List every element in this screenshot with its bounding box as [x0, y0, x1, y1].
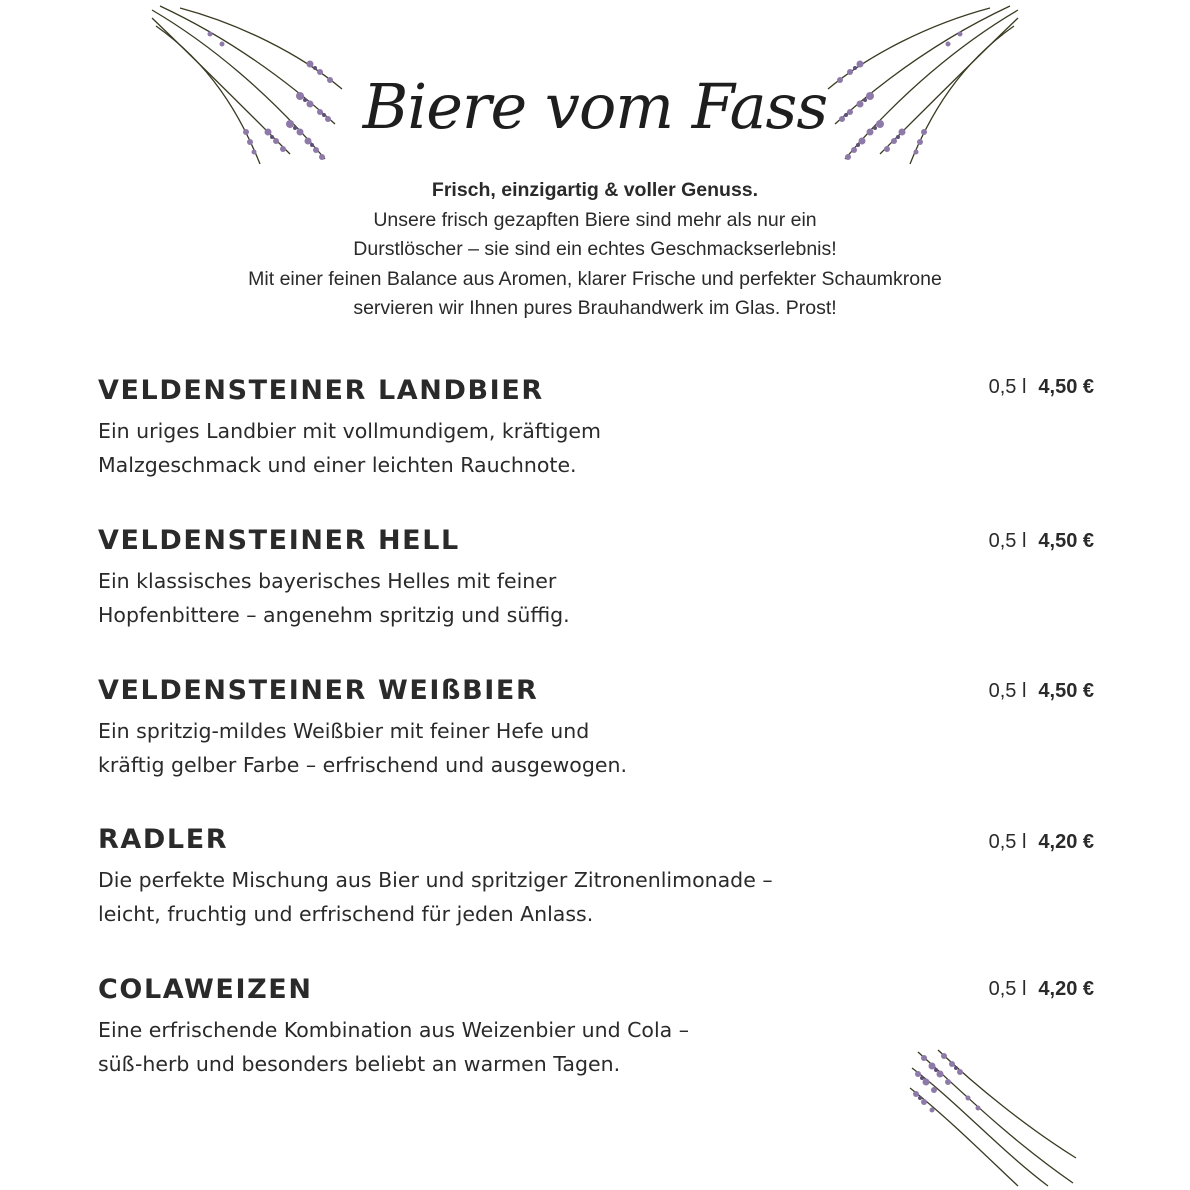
item-amount: 4,50 € [1038, 680, 1094, 702]
item-description-line: Malzgeschmack und einer leichten Rauchnote. [98, 453, 577, 477]
item-description-line: Ein klassisches bayerisches Helles mit feiner [98, 569, 557, 593]
item-amount: 4,20 € [1038, 831, 1094, 853]
item-name: COLAWEIZEN [98, 974, 313, 1005]
item-volume: 0,5 l [988, 831, 1027, 853]
intro-text [130, 176, 1060, 324]
intro-line: Durstlöscher – sie sind ein echtes Geschmackserlebnis! [353, 238, 837, 260]
item-description-line: süß-herb und besonders beliebt an warmen Tagen. [98, 1052, 621, 1076]
item-volume: 0,5 l [988, 376, 1027, 398]
item-description-line: Die perfekte Mischung aus Bier und spritziger Zitronenlimonade – [98, 868, 773, 892]
item-description-line: Ein spritzig-mildes Weißbier mit feiner Hefe und [98, 719, 590, 743]
item-description-line: Ein uriges Landbier mit vollmundigem, kräftigem [98, 419, 601, 443]
menu-item-landbier [98, 374, 1098, 482]
item-price [989, 831, 1094, 854]
item-price [989, 376, 1094, 399]
item-description-line: kräftig gelber Farbe – erfrischend und ausgewogen. [98, 753, 627, 777]
item-description [98, 863, 858, 931]
intro-line: servieren wir Ihnen pures Brauhandwerk im Glas. Prost! [353, 297, 837, 319]
item-name: VELDENSTEINER HELL [98, 525, 460, 556]
page-title: Biere vom Fass [362, 70, 828, 143]
menu-item-hell [98, 524, 1098, 632]
item-amount: 4,20 € [1038, 978, 1094, 1000]
menu-item-radler [98, 823, 1098, 931]
intro-lead: Frisch, einzigartig & voller Genuss. [431, 179, 759, 201]
item-volume: 0,5 l [988, 978, 1027, 1000]
item-description-line: Hopfenbittere – angenehm spritzig und süffig. [98, 603, 570, 627]
menu-item-weissbier [98, 674, 1098, 782]
intro-line: Mit einer feinen Balance aus Aromen, klarer Frische und perfekter Schaumkrone [248, 267, 942, 290]
item-volume: 0,5 l [988, 530, 1027, 552]
item-price [989, 530, 1094, 553]
item-description [98, 414, 858, 482]
menu-item-colaweizen [98, 973, 1098, 1081]
item-price [989, 680, 1094, 703]
item-description [98, 564, 858, 632]
item-amount: 4,50 € [1038, 530, 1094, 552]
item-description [98, 1013, 858, 1081]
item-amount: 4,50 € [1038, 376, 1094, 398]
item-name: VELDENSTEINER WEIßBIER [98, 675, 539, 706]
item-description-line: Eine erfrischende Kombination aus Weizenbier und Cola – [98, 1018, 689, 1042]
item-price [989, 978, 1094, 1001]
item-volume: 0,5 l [988, 680, 1027, 702]
item-name: RADLER [98, 824, 229, 855]
item-name: VELDENSTEINER LANDBIER [98, 375, 544, 406]
item-description-line: leicht, fruchtig und erfrischend für jeden Anlass. [98, 902, 594, 926]
item-description [98, 714, 858, 782]
intro-line: Unsere frisch gezapften Biere sind mehr als nur ein [373, 208, 817, 231]
